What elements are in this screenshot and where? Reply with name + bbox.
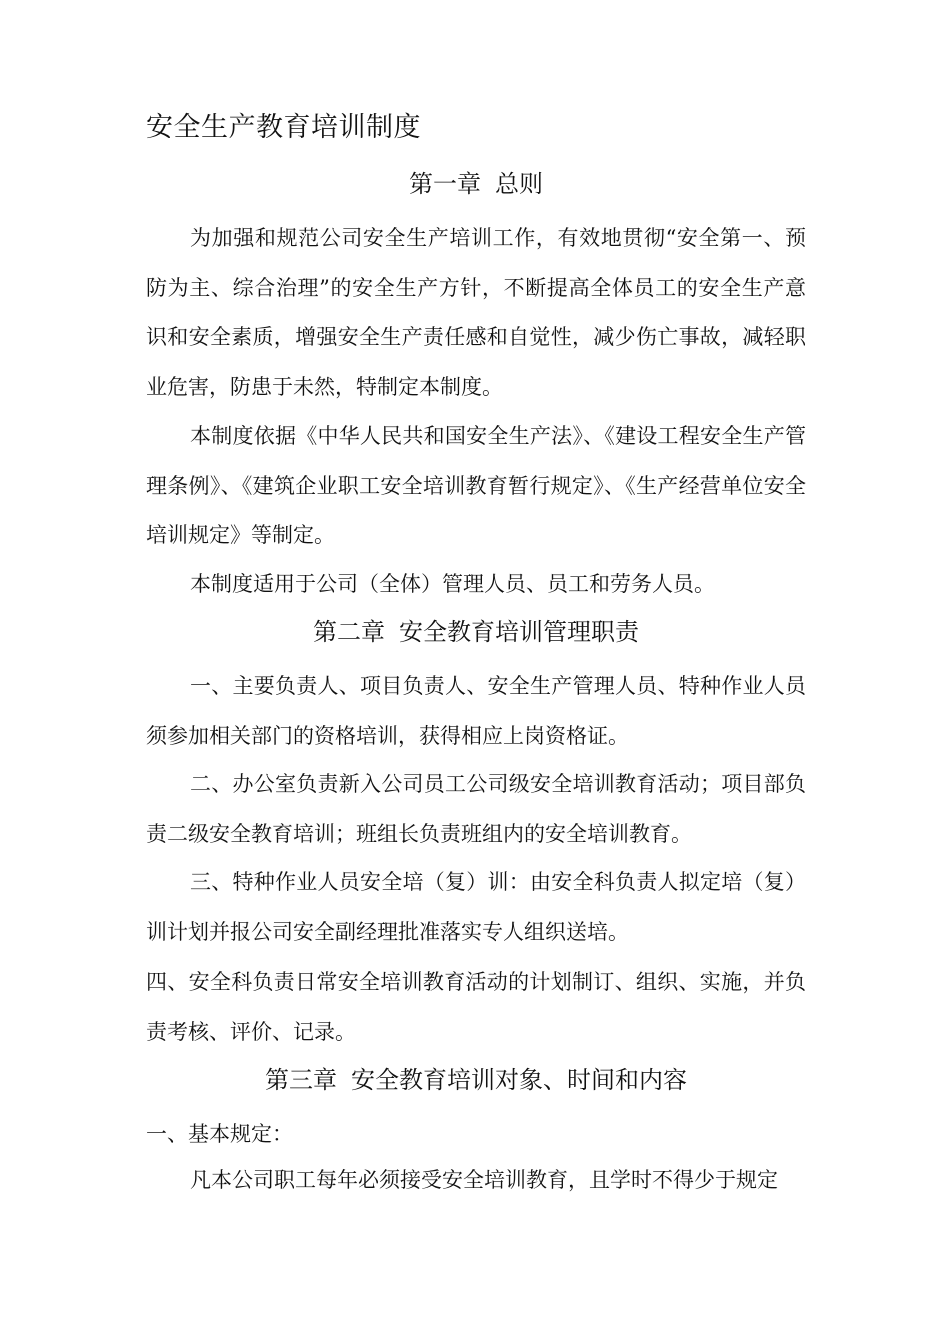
chapter-heading-1 bbox=[146, 166, 806, 202]
paragraph: 一、主要负责人、项目负责人、安全生产管理人员、特种作业人员须参加相关部门的资格培训，获得相应上岗资格证。 bbox=[146, 674, 806, 748]
paragraph: 二、办公室负责新入公司员工公司级安全培训教育活动；项目部负责二级安全教育培训；班组长负责班组内的安全培训教育。 bbox=[146, 772, 806, 846]
section-heading: 一、基本规定： bbox=[146, 1122, 293, 1146]
chapter-number: 第二章 bbox=[313, 618, 385, 646]
paragraph: 凡本公司职工每年必须接受安全培训教育，且学时不得少于规定 bbox=[190, 1168, 778, 1192]
paragraph: 三、特种作业人员安全培（复）训：由安全科负责人拟定培（复）训计划并报公司安全副经理批准落实专人组织送培。 bbox=[146, 870, 806, 944]
chapter-number: 第三章 bbox=[265, 1066, 337, 1094]
document-title: 安全生产教育培训制度 bbox=[146, 112, 421, 143]
chapter-heading-3 bbox=[146, 1062, 806, 1098]
chapter-number: 第一章 bbox=[409, 170, 481, 198]
chapter-heading-2 bbox=[146, 614, 806, 650]
paragraph: 本制度适用于公司（全体）管理人员、员工和劳务人员。 bbox=[190, 572, 715, 596]
paragraph: 四、安全科负责日常安全培训教育活动的计划制订、组织、实施，并负责考核、评价、记录。 bbox=[146, 970, 806, 1044]
paragraph: 本制度依据《中华人民共和国安全生产法》、《建设工程安全生产管理条例》、《建筑企业职工安全培训教育暂行规定》、《生产经营单位安全培训规定》等制定。 bbox=[146, 424, 806, 547]
paragraph: 为加强和规范公司安全生产培训工作，有效地贯彻“安全第一、预防为主、综合治理”的安全生产方针，不断提高全体员工的安全生产意识和安全素质，增强安全生产责任感和自觉性，减少伤亡事故，减轻职业危害，防患于未然，特制定本制度。 bbox=[146, 226, 806, 399]
chapter-name: 安全教育培训管理职责 bbox=[399, 618, 639, 646]
chapter-name: 总则 bbox=[495, 170, 543, 198]
chapter-name: 安全教育培训对象、时间和内容 bbox=[351, 1066, 687, 1094]
